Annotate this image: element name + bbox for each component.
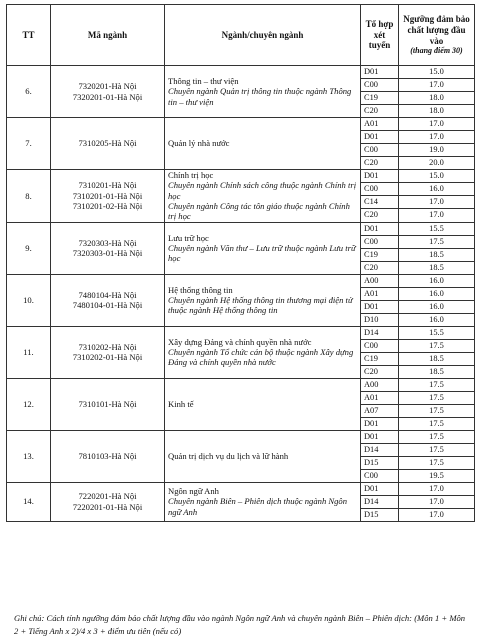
threshold-score: 16.0 — [399, 287, 475, 300]
major-name: Ngôn ngữ Anh — [168, 486, 219, 497]
table-row — [7, 170, 475, 183]
threshold-score: 15.5 — [399, 326, 475, 339]
subject-combination: C20 — [361, 209, 399, 222]
major-code-cell — [51, 118, 165, 170]
threshold-score: 20.0 — [399, 157, 475, 170]
threshold-score: 17.0 — [399, 482, 475, 495]
specialization-name: Chuyên ngành Hệ thống thông tin thương mại điện tử thuộc ngành Hệ thống thông tin — [168, 294, 353, 316]
subject-combination: A00 — [361, 378, 399, 391]
threshold-score: 17.5 — [399, 391, 475, 404]
subject-combination: A01 — [361, 391, 399, 404]
threshold-score: 18.0 — [399, 105, 475, 118]
table-row — [7, 274, 475, 287]
major-code-cell — [51, 430, 165, 482]
major-code: 7310205-Hà Nội — [78, 138, 137, 149]
table-body — [7, 66, 475, 522]
major-code: 7310101-Hà Nội — [78, 398, 137, 409]
subject-combination: D14 — [361, 326, 399, 339]
threshold-score: 15.0 — [399, 170, 475, 183]
threshold-score: 17.5 — [399, 235, 475, 248]
subject-combination: D14 — [361, 443, 399, 456]
major-name: Quản lý nhà nước — [168, 138, 230, 149]
row-number: 10. — [7, 274, 51, 326]
threshold-score: 17.0 — [399, 495, 475, 508]
row-number: 13. — [7, 430, 51, 482]
major-name-cell — [165, 482, 361, 521]
row-number: 11. — [7, 326, 51, 378]
threshold-score: 15.0 — [399, 66, 475, 79]
table-header-row — [7, 5, 475, 66]
threshold-score: 18.5 — [399, 352, 475, 365]
threshold-score: 17.5 — [399, 404, 475, 417]
threshold-score: 16.0 — [399, 300, 475, 313]
threshold-score: 17.0 — [399, 508, 475, 521]
threshold-score: 15.5 — [399, 222, 475, 235]
subject-combination: C20 — [361, 261, 399, 274]
subject-combination: D15 — [361, 508, 399, 521]
table-row — [7, 326, 475, 339]
header-major: Ngành/chuyên ngành — [165, 5, 361, 66]
subject-combination: A07 — [361, 404, 399, 417]
major-code: 7320303-01-Hà Nội — [72, 248, 143, 259]
subject-combination: D15 — [361, 456, 399, 469]
row-number: 8. — [7, 170, 51, 223]
specialization-name: Chuyên ngành Biên – Phiên dịch thuộc ngành Ngôn ngữ Anh — [168, 496, 348, 517]
major-name-cell — [165, 66, 361, 118]
threshold-score: 17.0 — [399, 209, 475, 222]
threshold-score: 19.0 — [399, 144, 475, 157]
table-row — [7, 482, 475, 495]
specialization-name: Chuyên ngành Văn thư – Lưu trữ thuộc ngành Lưu trữ học — [168, 242, 356, 264]
header-score-label: Ngưỡng đảm bảo chất lượng đầu vào — [403, 14, 470, 46]
major-name: Thông tin – thư viện — [168, 76, 239, 87]
threshold-score: 17.5 — [399, 456, 475, 469]
table-row — [7, 118, 475, 131]
subject-combination: C00 — [361, 339, 399, 352]
subject-combination: C20 — [361, 157, 399, 170]
threshold-score: 16.0 — [399, 183, 475, 196]
subject-combination: D01 — [361, 430, 399, 443]
major-name-cell — [165, 118, 361, 170]
major-code: 7320303-Hà Nội — [78, 237, 137, 248]
major-name: Quản trị dịch vụ du lịch và lữ hành — [168, 450, 289, 461]
major-code: 7220201-01-Hà Nội — [72, 501, 143, 512]
threshold-score: 18.5 — [399, 261, 475, 274]
subject-combination: C00 — [361, 235, 399, 248]
major-name-cell — [165, 378, 361, 430]
subject-combination: A00 — [361, 274, 399, 287]
subject-combination: D01 — [361, 131, 399, 144]
threshold-score: 17.5 — [399, 339, 475, 352]
major-code: 7480104-01-Hà Nội — [72, 300, 143, 311]
subject-combination: D14 — [361, 495, 399, 508]
subject-combination: C00 — [361, 79, 399, 92]
subject-combination: D01 — [361, 170, 399, 183]
major-code-cell — [51, 222, 165, 274]
subject-combination: D01 — [361, 417, 399, 430]
table-row — [7, 378, 475, 391]
specialization-name: Chuyên ngành Chính sách công thuộc ngành Chính trị học — [168, 180, 357, 201]
major-name-cell — [165, 430, 361, 482]
major-code-cell — [51, 482, 165, 521]
row-number: 12. — [7, 378, 51, 430]
header-tt: TT — [7, 5, 51, 66]
major-code: 7480104-Hà Nội — [78, 289, 137, 300]
subject-combination: C20 — [361, 365, 399, 378]
major-code-cell — [51, 274, 165, 326]
subject-combination: A01 — [361, 118, 399, 131]
threshold-score: 17.0 — [399, 196, 475, 209]
major-code: 7810103-Hà Nội — [78, 450, 137, 461]
subject-combination: C00 — [361, 469, 399, 482]
header-score-scale: (thang điểm 30) — [410, 46, 463, 56]
threshold-score: 17.5 — [399, 443, 475, 456]
specialization-name: Chuyên ngành Quản trị thông tin thuộc ngành Thông tin – thư viện — [168, 86, 352, 107]
subject-combination: D01 — [361, 66, 399, 79]
subject-combination: C20 — [361, 105, 399, 118]
major-code: 7310202-Hà Nội — [78, 341, 137, 352]
subject-combination: C19 — [361, 92, 399, 105]
threshold-score: 19.5 — [399, 469, 475, 482]
footnote: Ghi chú: Cách tính ngưỡng đảm bảo chất lượng đầu vào ngành Ngôn ngữ Anh và chuyên ngành Biên – Phiên dịch: (Môn 1 + Môn 2 + Tiếng Anh x 2)/4 x 3 + điểm ưu tiên (nếu có) — [14, 613, 466, 636]
major-code: 7310201-02-Hà Nội — [72, 200, 143, 211]
subject-combination: C19 — [361, 248, 399, 261]
subject-combination: D01 — [361, 222, 399, 235]
threshold-score: 17.0 — [399, 118, 475, 131]
header-code: Mã ngành — [51, 5, 165, 66]
header-combo: Tổ hợp xét tuyển — [361, 5, 399, 66]
major-code: 7310201-Hà Nội — [78, 180, 137, 191]
subject-combination: C00 — [361, 183, 399, 196]
threshold-score: 17.5 — [399, 378, 475, 391]
threshold-score: 17.5 — [399, 430, 475, 443]
specialization-name: Chuyên ngành Công tác tôn giáo thuộc ngành Chính trị học — [168, 200, 350, 222]
major-name: Hệ thống thông tin — [168, 284, 233, 295]
table-row — [7, 430, 475, 443]
major-code-cell — [51, 170, 165, 223]
major-name: Xây dựng Đảng và chính quyền nhà nước — [168, 336, 312, 347]
major-name-cell — [165, 170, 361, 223]
row-number: 6. — [7, 66, 51, 118]
threshold-score: 17.5 — [399, 417, 475, 430]
major-code: 7320201-Hà Nội — [78, 81, 137, 92]
subject-combination: A01 — [361, 287, 399, 300]
subject-combination: D10 — [361, 313, 399, 326]
major-code-cell — [51, 326, 165, 378]
threshold-score: 16.0 — [399, 313, 475, 326]
major-code: 7320201-01-Hà Nội — [72, 91, 143, 102]
table-row — [7, 222, 475, 235]
subject-combination: D01 — [361, 300, 399, 313]
major-code: 7220201-Hà Nội — [78, 491, 137, 502]
major-name: Kinh tế — [168, 398, 194, 409]
threshold-score: 18.0 — [399, 92, 475, 105]
row-number: 7. — [7, 118, 51, 170]
subject-combination: D01 — [361, 482, 399, 495]
subject-combination: C00 — [361, 144, 399, 157]
major-name-cell — [165, 326, 361, 378]
threshold-score: 18.5 — [399, 248, 475, 261]
threshold-score: 17.0 — [399, 131, 475, 144]
threshold-score: 18.5 — [399, 365, 475, 378]
table-row — [7, 66, 475, 79]
major-name-cell — [165, 274, 361, 326]
major-name-cell — [165, 222, 361, 274]
major-name: Lưu trữ học — [168, 232, 209, 243]
threshold-score: 17.0 — [399, 79, 475, 92]
specialization-name: Chuyên ngành Tổ chức cán bộ thuộc ngành Xây dựng Đảng và chính quyền nhà nước — [168, 346, 354, 368]
major-name: Chính trị học — [168, 170, 214, 180]
major-code: 7310202-01-Hà Nội — [72, 352, 143, 363]
header-score — [399, 5, 475, 66]
major-code-cell — [51, 66, 165, 118]
subject-combination: C14 — [361, 196, 399, 209]
major-code: 7310201-01-Hà Nội — [72, 190, 143, 201]
row-number: 9. — [7, 222, 51, 274]
major-code-cell — [51, 378, 165, 430]
threshold-score: 16.0 — [399, 274, 475, 287]
row-number: 14. — [7, 482, 51, 521]
admission-threshold-table — [6, 4, 475, 522]
subject-combination: C19 — [361, 352, 399, 365]
